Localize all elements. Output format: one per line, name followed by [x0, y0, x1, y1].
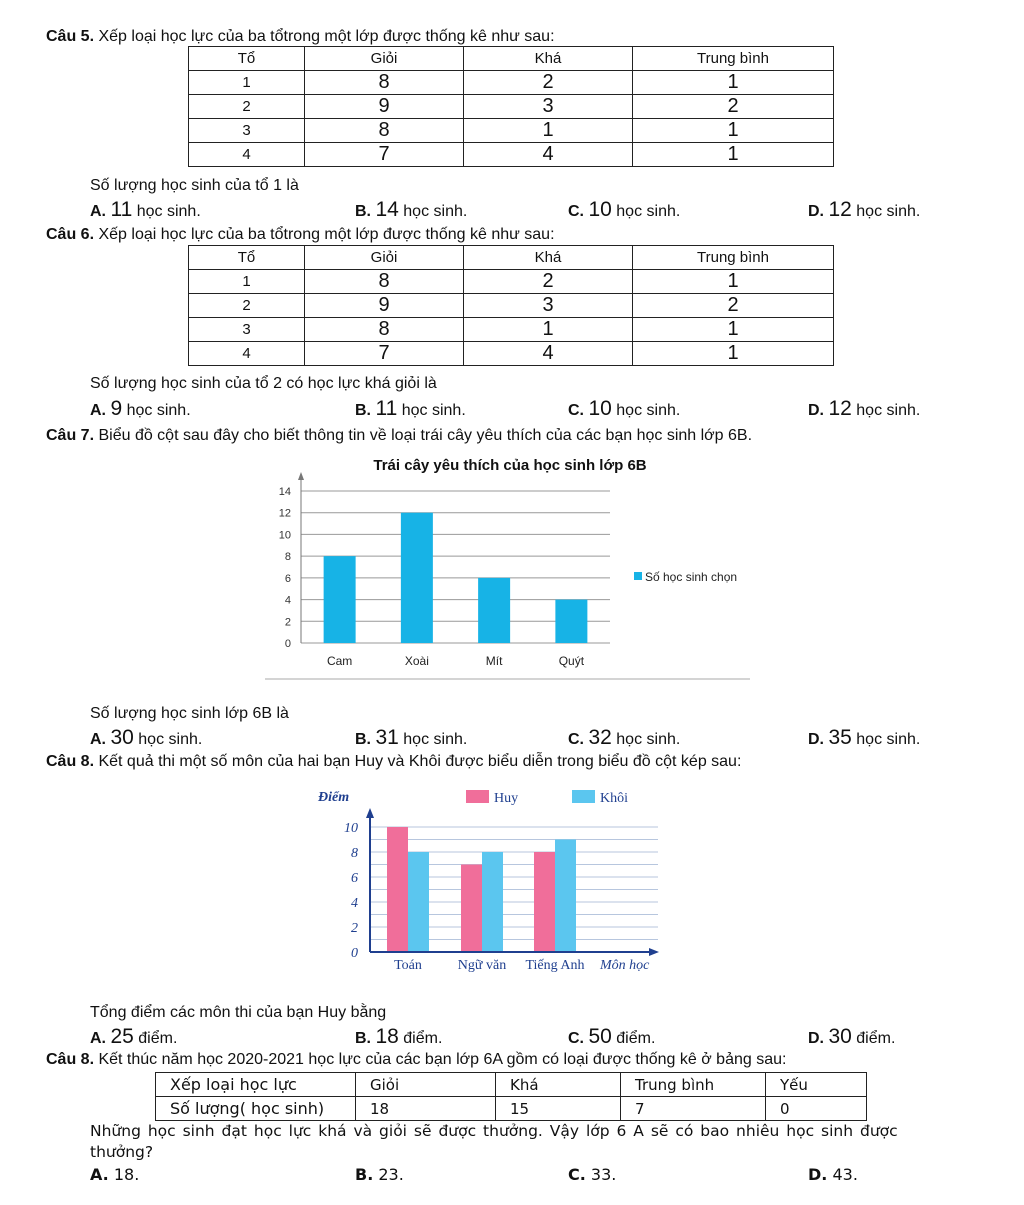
q7-option-b[interactable]	[355, 726, 467, 750]
q8a-text: Kết quả thi một số môn của hai bạn Huy và Khôi được biểu diễn trong biểu đồ cột kép sau:	[98, 753, 742, 770]
table-cell: 8	[305, 270, 464, 294]
bar-khôi-3	[555, 840, 576, 953]
table-cell: 1	[633, 342, 834, 366]
q6-table	[188, 245, 834, 366]
table-cell: 2	[189, 95, 305, 119]
option-letter: C.	[568, 402, 584, 419]
q8b-question-line2: thưởng?	[90, 1143, 154, 1161]
q8a-label: Câu 8.	[46, 753, 95, 770]
option-unit: học sinh.	[126, 402, 191, 419]
header-cell: Trung bình	[621, 1073, 766, 1097]
table-cell: 2	[464, 71, 633, 95]
y-axis-arrow	[298, 472, 304, 480]
q5-option-b[interactable]	[355, 198, 467, 222]
fruit-bar-chart	[255, 450, 765, 685]
option-number: 30	[110, 726, 134, 749]
q6-label: Câu 6.	[46, 226, 95, 243]
table-cell: 1	[189, 270, 305, 294]
table-cell: 4	[189, 143, 305, 167]
option-letter: B.	[355, 203, 371, 220]
q8b-option-d[interactable]	[808, 1165, 858, 1184]
q6-option-a[interactable]	[90, 397, 191, 421]
option-number: 30	[828, 1025, 852, 1048]
option-letter: C.	[568, 203, 584, 220]
table-header-row	[156, 1073, 867, 1097]
y-tick-label: 12	[278, 507, 291, 520]
q5-label: Câu 5.	[46, 28, 95, 45]
bar-cam	[324, 556, 356, 643]
y-tick-label: 10	[344, 821, 358, 836]
q7-option-a[interactable]	[90, 726, 202, 750]
option-letter: B.	[355, 731, 371, 748]
x-tick-label: Mít	[485, 654, 503, 668]
q7-question: Số lượng học sinh lớp 6B là	[90, 705, 289, 722]
q8a-question: Tổng điểm các môn thi của bạn Huy bằng	[90, 1004, 387, 1021]
bar-mít	[478, 578, 510, 643]
table-row	[189, 270, 834, 294]
option-number: 31	[375, 726, 399, 749]
legend-label-khoi: Khôi	[600, 791, 628, 806]
table-cell: 7	[305, 143, 464, 167]
y-axis-label: Điểm	[318, 790, 350, 805]
option-unit: học sinh.	[616, 731, 681, 748]
table-cell: 9	[305, 95, 464, 119]
option-letter: B.	[355, 1030, 371, 1047]
q7-heading	[46, 427, 752, 445]
y-tick-label: 6	[351, 871, 358, 886]
option-unit: học sinh.	[856, 402, 921, 419]
chart-title: Trái cây yêu thích của học sinh lớp 6B	[373, 457, 647, 474]
legend-swatch	[634, 572, 642, 580]
q5-question: Số lượng học sinh của tổ 1 là	[90, 177, 299, 194]
option-letter: D.	[808, 1030, 824, 1047]
bar-huy-3	[534, 852, 555, 952]
y-tick-label: 8	[284, 551, 291, 564]
table-cell: 1	[633, 318, 834, 342]
y-tick-label: 0	[284, 638, 291, 650]
option-number: 43.	[832, 1165, 858, 1184]
option-number: 12	[828, 198, 852, 221]
header-cell: Giỏi	[356, 1073, 496, 1097]
option-number: 23.	[378, 1165, 404, 1184]
bar-xoài	[401, 513, 433, 643]
option-letter: D.	[808, 731, 824, 748]
q8a-heading	[46, 753, 741, 771]
header-cell: Yếu	[766, 1073, 867, 1097]
table-cell: 8	[305, 119, 464, 143]
legend-label-huy: Huy	[494, 791, 519, 806]
option-number: 14	[375, 198, 399, 221]
q5-table	[188, 46, 834, 167]
option-unit: học sinh.	[616, 203, 681, 220]
option-letter: A.	[90, 402, 106, 419]
table-header-row	[189, 246, 834, 270]
option-unit: học sinh.	[856, 731, 921, 748]
y-tick-labels	[279, 486, 291, 650]
y-axis-arrow	[366, 808, 374, 818]
option-letter: D.	[808, 1165, 828, 1184]
x-tick-labels	[327, 654, 585, 668]
x-axis-arrow	[649, 948, 659, 956]
option-unit: học sinh.	[403, 731, 468, 748]
table-cell: 2	[633, 294, 834, 318]
table-header-row	[189, 47, 834, 71]
q7-text: Biểu đồ cột sau đây cho biết thông tin về loại trái cây yêu thích của các bạn học sinh lớp 6B.	[98, 427, 753, 444]
q6-text: Xếp loại học lực của ba tổtrong một lớp được thống kê như sau:	[98, 226, 555, 243]
q8b-text: Kết thúc năm học 2020-2021 học lực của các bạn lớp 6A gồm có loại được thống kê ở bảng sau:	[98, 1051, 787, 1068]
option-letter: C.	[568, 731, 584, 748]
q6-heading	[46, 226, 555, 244]
option-number: 10	[588, 198, 612, 221]
option-number: 10	[588, 397, 612, 420]
q8b-option-a[interactable]	[90, 1165, 139, 1184]
option-unit: học sinh.	[138, 731, 203, 748]
option-number: 18	[375, 1025, 399, 1048]
option-unit: điểm.	[403, 1030, 443, 1047]
header-cell: Tổ	[189, 47, 305, 71]
option-letter: D.	[808, 402, 824, 419]
q6-option-c[interactable]	[568, 397, 680, 421]
option-unit: học sinh.	[401, 402, 466, 419]
table-cell: Số lượng( học sinh)	[156, 1097, 356, 1121]
option-number: 18.	[113, 1165, 140, 1184]
option-number: 12	[828, 397, 852, 420]
table-cell: 15	[496, 1097, 621, 1121]
table-cell: 7	[621, 1097, 766, 1121]
y-tick-label: 6	[284, 572, 291, 585]
option-letter: A.	[90, 1030, 106, 1047]
option-unit: học sinh.	[856, 203, 921, 220]
option-letter: B.	[355, 402, 371, 419]
header-cell: Tổ	[189, 246, 305, 270]
x-tick-labels	[394, 958, 584, 973]
y-tick-label: 0	[351, 946, 358, 961]
table-cell: 1	[633, 119, 834, 143]
q5-heading	[46, 28, 555, 46]
option-number: 35	[828, 726, 852, 749]
q5-option-a[interactable]	[90, 198, 201, 222]
x-tick-label: Toán	[394, 958, 422, 973]
q8a-option-d[interactable]	[808, 1025, 895, 1049]
table-cell: 8	[305, 71, 464, 95]
q8b-question-line1: Những học sinh đạt học lực khá và giỏi sẽ được thưởng. Vậy lớp 6 A sẽ có bao nhiêu học sinh được	[90, 1122, 898, 1140]
bars	[387, 827, 576, 952]
table-cell: 3	[464, 95, 633, 119]
table-cell: 1	[633, 270, 834, 294]
option-number: 32	[588, 726, 612, 749]
option-unit: điểm.	[138, 1030, 178, 1047]
y-tick-label: 10	[278, 529, 291, 542]
table-cell: 7	[305, 342, 464, 366]
table-cell: 4	[464, 342, 633, 366]
option-letter: A.	[90, 731, 106, 748]
option-number: 11	[110, 198, 133, 221]
q8b-heading	[46, 1051, 786, 1069]
q8a-option-c[interactable]	[568, 1025, 655, 1049]
table-row	[156, 1097, 867, 1121]
table-cell: 3	[464, 294, 633, 318]
table-cell: 18	[356, 1097, 496, 1121]
q7-option-c[interactable]	[568, 726, 680, 750]
header-cell: Khá	[496, 1073, 621, 1097]
table-row	[189, 294, 834, 318]
q6-option-b[interactable]	[355, 397, 466, 421]
x-tick-label: Xoài	[404, 654, 429, 668]
x-tick-label: Tiếng Anh	[525, 958, 585, 973]
table-cell: 1	[464, 119, 633, 143]
table-row	[189, 342, 834, 366]
y-tick-labels	[344, 821, 358, 961]
header-cell: Giỏi	[305, 246, 464, 270]
q8b-option-b[interactable]	[355, 1165, 404, 1184]
x-axis-label: Môn học	[600, 958, 650, 973]
table-cell: 1	[189, 71, 305, 95]
header-cell: Trung bình	[633, 47, 834, 71]
q6-option-d[interactable]	[808, 397, 920, 421]
table-cell: 4	[189, 342, 305, 366]
score-double-bar-chart	[310, 780, 670, 980]
option-letter: C.	[568, 1165, 586, 1184]
x-tick-label: Ngữ văn	[457, 958, 507, 973]
option-number: 33.	[590, 1165, 617, 1184]
q8a-option-b[interactable]	[355, 1025, 442, 1049]
q7-label: Câu 7.	[46, 427, 95, 444]
q7-option-d[interactable]	[808, 726, 920, 750]
option-unit: học sinh.	[616, 402, 681, 419]
option-letter: B.	[355, 1165, 374, 1184]
q8b-option-c[interactable]	[568, 1165, 616, 1184]
option-unit: học sinh.	[403, 203, 468, 220]
legend-swatch-khoi	[572, 790, 595, 803]
bar-quýt	[555, 600, 587, 643]
option-unit: điểm.	[616, 1030, 656, 1047]
table-cell: 1	[633, 71, 834, 95]
q8a-option-a[interactable]	[90, 1025, 177, 1049]
option-letter: C.	[568, 1030, 584, 1047]
option-unit: điểm.	[856, 1030, 896, 1047]
y-tick-label: 8	[351, 846, 358, 861]
bar-huy-2	[461, 865, 482, 953]
bar-khôi-1	[408, 852, 429, 952]
y-tick-label: 2	[284, 616, 291, 629]
option-number: 9	[110, 397, 123, 420]
table-cell: 8	[305, 318, 464, 342]
table-cell: 0	[766, 1097, 867, 1121]
y-tick-label: 14	[278, 486, 291, 498]
q6-question: Số lượng học sinh của tổ 2 có học lực khá giỏi là	[90, 375, 437, 392]
option-letter: A.	[90, 1165, 109, 1184]
q8b-table	[155, 1072, 867, 1121]
y-tick-label: 2	[351, 921, 358, 936]
table-row	[189, 119, 834, 143]
table-row	[189, 95, 834, 119]
table-cell: 1	[633, 143, 834, 167]
table-cell: 2	[633, 95, 834, 119]
option-number: 25	[110, 1025, 134, 1048]
table-cell: 2	[189, 294, 305, 318]
table-cell: 3	[189, 318, 305, 342]
q5-text: Xếp loại học lực của ba tổtrong một lớp được thống kê như sau:	[98, 28, 555, 45]
table-row	[189, 143, 834, 167]
table-row	[189, 71, 834, 95]
header-cell: Xếp loại học lực	[156, 1073, 356, 1097]
y-tick-label: 4	[284, 594, 291, 607]
table-cell: 1	[464, 318, 633, 342]
x-tick-label: Cam	[326, 654, 353, 668]
bar-khôi-2	[482, 852, 503, 952]
header-cell: Giỏi	[305, 47, 464, 71]
option-letter: A.	[90, 203, 106, 220]
q5-option-d[interactable]	[808, 198, 920, 222]
bar-huy-1	[387, 827, 408, 952]
header-cell: Trung bình	[633, 246, 834, 270]
q5-option-c[interactable]	[568, 198, 680, 222]
option-number: 11	[375, 397, 398, 420]
legend-swatch-huy	[466, 790, 489, 803]
legend-label: Số học sinh chọn	[645, 570, 738, 584]
header-cell: Khá	[464, 47, 633, 71]
table-cell: 9	[305, 294, 464, 318]
table-cell: 3	[189, 119, 305, 143]
option-letter: D.	[808, 203, 824, 220]
option-number: 50	[588, 1025, 612, 1048]
y-tick-label: 4	[351, 896, 358, 911]
table-row	[189, 318, 834, 342]
table-cell: 4	[464, 143, 633, 167]
option-unit: học sinh.	[136, 203, 201, 220]
header-cell: Khá	[464, 246, 633, 270]
q8b-label: Câu 8.	[46, 1051, 95, 1068]
table-cell: 2	[464, 270, 633, 294]
x-tick-label: Quýt	[558, 654, 585, 668]
